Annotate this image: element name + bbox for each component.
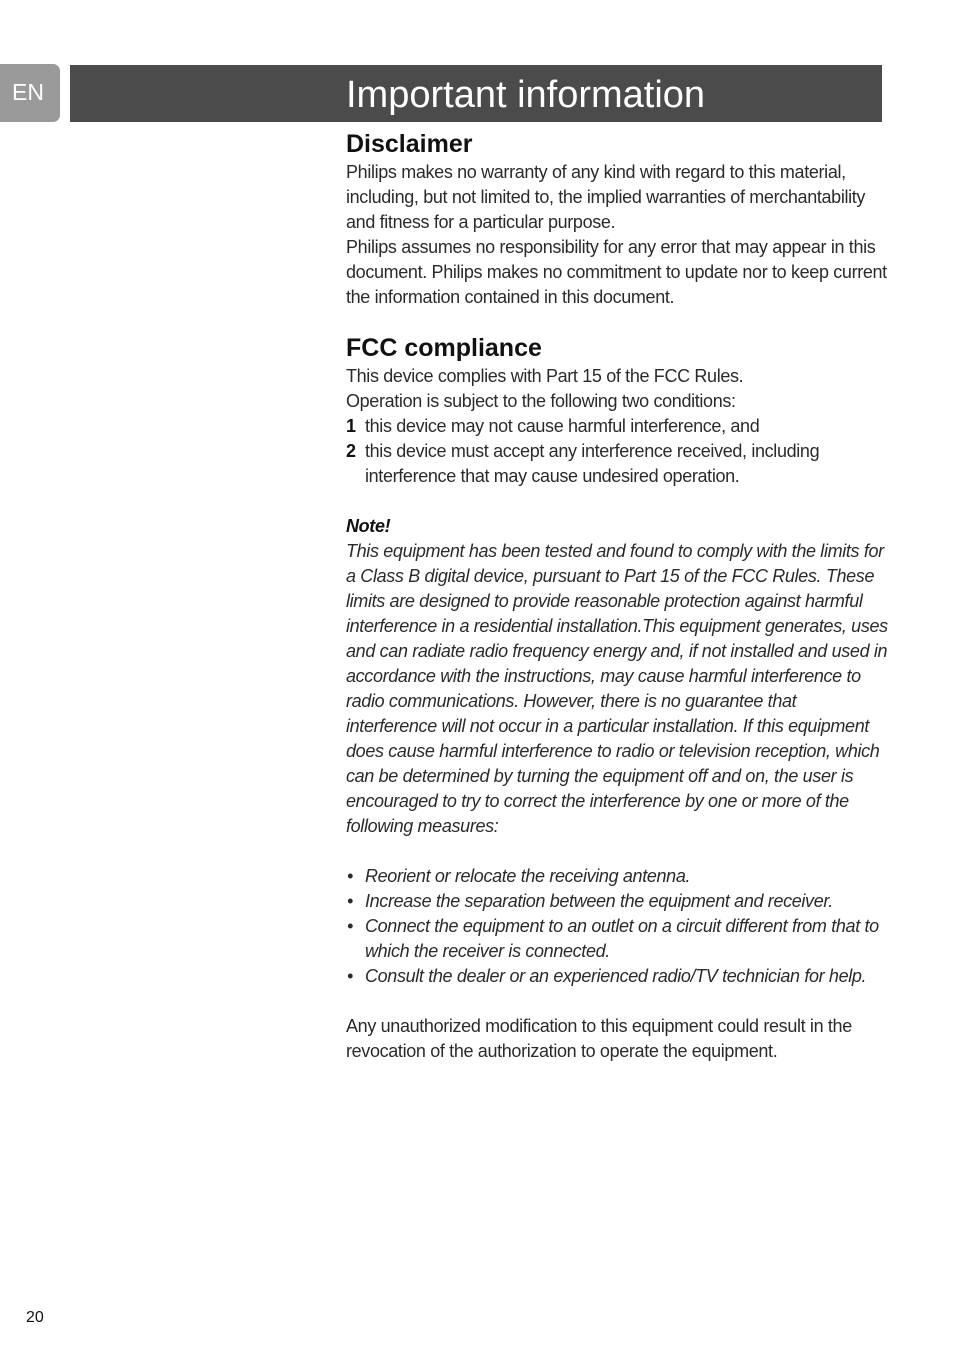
measure-text: Reorient or relocate the receiving antenna. [365,866,691,886]
note-body: This equipment has been tested and found to comply with the limits for a Class B digital device, pursuant to Part 15 of the FCC Rules. These limits are designed to provide reasonable protection against harmful interference in a residential installation.This equipment generates, uses and can radiate radio frequency energy and, if not installed and used in accordance with the instructions, may cause harmful interference to radio communications. However, there is no guarantee that interference will not occur in a particular installation. If this equipment does cause harmful interference to radio or television reception, which can be determined by turning the equipment off and on, the user is encouraged to try to correct the interference by one or more of the following measures: [346,541,888,836]
disclaimer-paragraph: Philips makes no warranty of any kind with regard to this material, including, but not limited to, the implied warranties of merchantability and fitness for a particular purpose. [346,162,866,232]
page-title: Important information [346,74,706,116]
disclaimer-heading: Disclaimer [346,130,473,158]
language-tab [0,64,60,122]
bullet-icon: • [347,866,353,886]
bullet-icon: • [347,891,353,911]
fcc-intro-line: Operation is subject to the following two conditions: [346,391,736,411]
fcc-heading: FCC compliance [346,334,542,362]
list-item [346,889,891,914]
measure-text: Connect the equipment to an outlet on a circuit different from that to which the receiver is connected. [365,916,879,961]
measure-text: Consult the dealer or an experienced radio/TV technician for help. [365,966,867,986]
fcc-intro-line: This device complies with Part 15 of the FCC Rules. [346,366,744,386]
measure-text: Increase the separation between the equipment and receiver. [365,891,833,911]
bullet-icon: • [347,966,353,986]
list-item [346,864,891,889]
measures-list [346,864,891,989]
page-number: 20 [26,1309,44,1326]
bullet-icon: • [347,916,353,936]
note-section [346,514,891,1064]
disclaimer-paragraph: Philips assumes no responsibility for any error that may appear in this document. Philips makes no commitment to update nor to keep current the information contained in this document. [346,237,887,307]
closing-paragraph: Any unauthorized modification to this equipment could result in the revocation of the authorization to operate the equipment. [346,1016,852,1061]
language-tab-label: EN [12,79,44,105]
main-content [346,128,891,1064]
condition-number: 1 [346,416,356,436]
list-item [346,414,891,439]
fcc-section [346,332,891,489]
note-title: Note! [346,516,391,536]
disclaimer-section [346,128,891,310]
condition-text: this device may not cause harmful interference, and [365,416,760,436]
list-item [346,914,891,964]
condition-number: 2 [346,441,356,461]
fcc-conditions-list [346,414,891,489]
list-item [346,964,891,989]
condition-text: this device must accept any interference received, including interference that may cause undesired operation. [365,441,820,486]
list-item [346,439,891,489]
